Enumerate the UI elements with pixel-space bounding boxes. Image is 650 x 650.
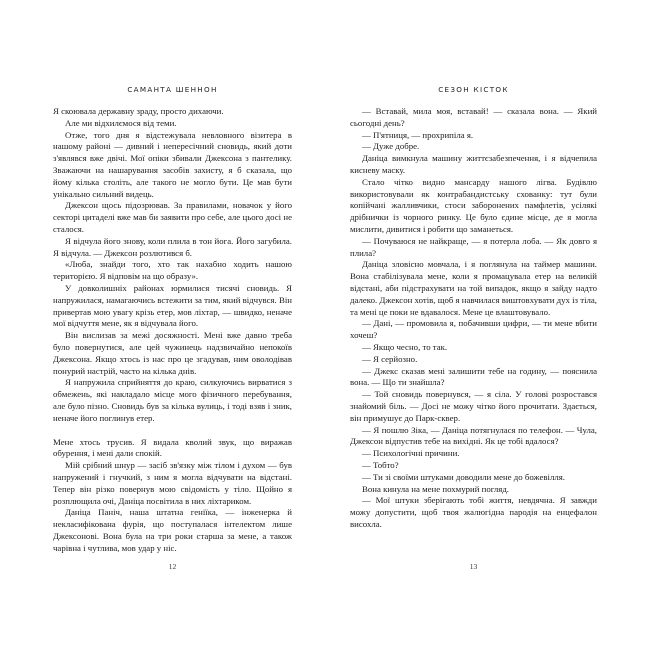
paragraph: Але ми відхилємося від теми.: [65, 117, 177, 128]
paragraph: Я відчула його знову, коли плила в тон йога. Його загубила. Я відчула. — Джексон розлютився б.: [53, 235, 292, 258]
right-page-text: [350, 106, 597, 531]
paragraph: У довколишніх районах юрмилися тисячі сновидь. Я напружилася, намагаючись встежити за тим, який відчувся. Він привертав мою увагу крізь етер, мов ліхтар, — швидко, неначе мої відчуття мене, як я відчувала його.: [53, 282, 292, 329]
section-break: [53, 425, 292, 437]
paragraph: — Дуже добре.: [362, 141, 420, 152]
paragraph: Отже, того дня я відстежувала невловного візитера в нашому районі — дивний і непересічний сновидь, який доти з'являвся вже двічі. Мої опіки збивали Джексона з пантелику. Зважаючи на нашарування засобів захисту, я б сказала, що йому кілька століть, але такого не могло бути. Це мав бути унікально сильний видець.: [53, 129, 292, 199]
paragraph: — Джекс сказав мені залишити тебе на годину, — пояснила вона. — Що ти знайшла?: [350, 365, 597, 388]
paragraph: Мій срібний шнур — засіб зв'язку між тілом і духом — був напружений і гнучкий, з ним я могла відчувати на відстані. Тепер він різко повернув мою свідомість у тіло. Щойно я розплющила очі, Даніца посвітила в них ліхтариком.: [53, 460, 292, 506]
page-number-left: 12: [168, 562, 177, 571]
paragraph: Джексон щось підозрював. За правилами, новачок у його секторі цитаделі вже мав би заявити про себе, але цього досі не сталося.: [53, 200, 292, 234]
paragraph: «Люба, знайди того, хто так нахабно ходить нашою територією. Я відповім на що образу».: [53, 259, 292, 282]
paragraph: — Я пошлю Зіка, — Даніца потягнулася по телефон. — Чула, Джексон відпустив тебе на вихідні. Як це тобі вдалося?: [350, 424, 597, 447]
paragraph: Мене хтось трусив. Я видала кволий звук, що виражав обурення, і мені дали спокій.: [53, 436, 292, 459]
paragraph: Я напружила сприйняття до краю, силкуючись вирватися з обмежень, які накладало місце мого фізичного перебування, але було пізно. Сновидь був за кілька вулиць, і тоді взяв і зник, неначе його поглинув етер.: [53, 377, 292, 423]
paragraph: — Той сновидь повернувся, — я сіла. У голові розростався знайомий біль. — Досі не можу чітко його прочитати. Здається, він примушує до Парк-сквер.: [350, 389, 597, 423]
right-page: [325, 0, 650, 650]
paragraph: — Психологічні причини.: [362, 448, 460, 459]
paragraph: — Почуваюся не найкраще, — я потерла лоба. — Як довго я плила?: [350, 235, 597, 258]
paragraph: — Якщо чесно, то так.: [362, 341, 448, 352]
paragraph: — Тобто?: [362, 459, 399, 470]
paragraph: Я скоювала державну зраду, просто дихаючи.: [53, 106, 224, 116]
paragraph: Даніца вимкнула машину життєзабезпечення, і я відчепила кисневу маску.: [350, 153, 597, 175]
running-head-title: СЕЗОН КІСТОК: [438, 85, 509, 94]
page-number-right: 13: [469, 562, 478, 571]
paragraph: Стало чітко видно мансарду нашого лігва. Будівлю використовували як контрабандистську схованку: тут були копійчані жалливчики, стоси заборонених памфлетів, усілякі дрібнички із чорного ринку. Це було єдине місце, де я могла мислити, дивитися і робити що заманеться.: [350, 176, 597, 234]
paragraph: Даніца зловісно мовчала, і я поглянула на таймер машини. Вона стабілізувала мене, коли я промацувала етер на великій відстані, аби підстрахувати на той випадок, якщо я зайду надто далеко. Джексон хотів, щоб я навчилася виштовхувати дух із тіла, та мені це поки не вдавалося. Мене це влаштовувало.: [350, 259, 598, 317]
paragraph: — Я серйозно.: [362, 353, 418, 364]
paragraph: — П'ятниця, — прохрипіла я.: [362, 129, 474, 140]
paragraph: Даніца Паніч, наша штатна геніїка, — інженерка й некласифікована фурія, що поступалася інтелектом лише Джексонові. Вона була на три роки старша за мене, а також чарівна і чутлива, мов удар у ніс.: [53, 507, 292, 553]
paragraph: Він вислизав за межі досяжності. Мені вже давно треба було повернутися, але цей чужинець надзвичайно непокоїв Джексона. Якщо хтось із нас про це згадував, ним оволодівав понурий настрій, часто на кілька днів.: [53, 330, 292, 376]
running-head-author: САМАНТА ШЕННОН: [127, 85, 218, 94]
paragraph: — Дані, — промовила я, побачивши цифри, — ти мене вбити хочеш?: [350, 318, 597, 341]
paragraph: — Мої штуки зберігають тобі життя, невдячна. Я завжди можу допустити, щоб твоя жалюгідна пародія на енцефалон висохла.: [350, 495, 597, 529]
left-page-text: [53, 106, 292, 554]
paragraph: — Вставай, мила моя, вставай! — сказала вона. — Який сьогодні день?: [350, 106, 597, 128]
paragraph: — Ти зі своїми штуками доводили мене до божевілля.: [362, 471, 566, 482]
paragraph: Вона кинула на мене похмурий погляд.: [362, 483, 510, 494]
